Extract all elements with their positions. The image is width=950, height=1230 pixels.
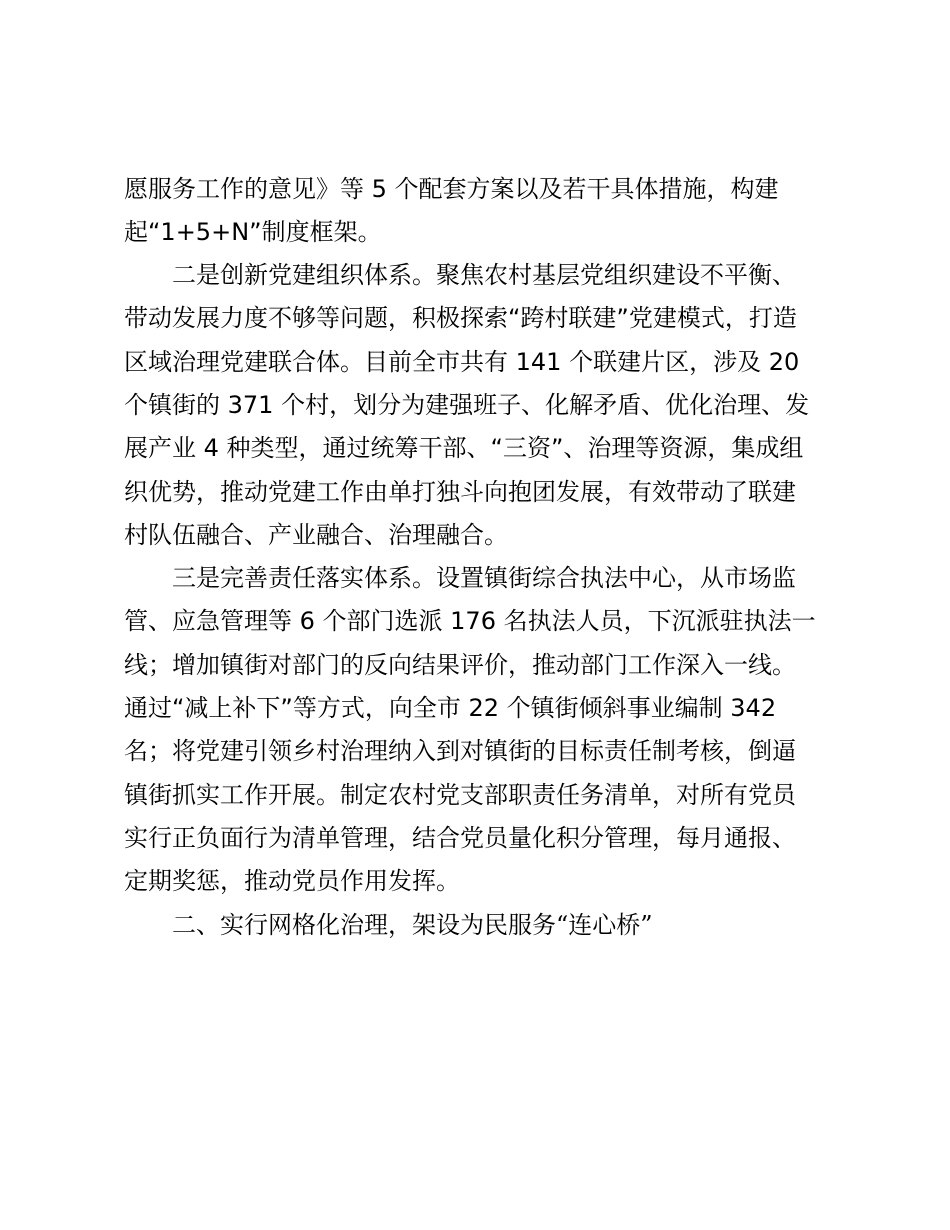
text-line: 织优势，推动党建工作由单打独斗向抱团发展，有效带动了联建	[124, 478, 796, 506]
text-line: 愿服务工作的意见》等 5 个配套方案以及若干具体措施，构建	[124, 175, 779, 203]
text-line: 个镇街的 371 个村，划分为建强班子、化解矛盾、优化治理、发	[124, 391, 810, 419]
text-line: 镇街抓实工作开展。制定农村党支部职责任务清单，对所有党员	[124, 781, 796, 809]
text-line: 村队伍融合、产业融合、治理融合。	[124, 521, 508, 549]
text-line: 带动发展力度不够等问题，积极探索“跨村联建”党建模式，打造	[124, 304, 797, 332]
paragraph-first-line: 二是创新党建组织体系。聚焦农村基层党组织建设不平衡、	[172, 261, 796, 289]
text-line: 通过“减上补下”等方式，向全市 22 个镇街倾斜事业编制 342	[124, 694, 777, 722]
text-line: 实行正负面行为清单管理，结合党员量化积分管理，每月通报、	[124, 824, 796, 852]
text-line: 展产业 4 种类型，通过统筹干部、“三资”、治理等资源，集成组	[124, 434, 804, 462]
text-line: 区域治理党建联合体。目前全市共有 141 个联建片区，涉及 20	[124, 348, 800, 376]
text-line: 管、应急管理等 6 个部门选派 176 名执法人员，下沉派驻执法一	[124, 607, 816, 635]
text-line: 名；将党建引领乡村治理纳入到对镇街的目标责任制考核，倒逼	[124, 737, 796, 765]
text-line: 起“1+5+N”制度框架。	[124, 218, 382, 246]
text-line: 线；增加镇街对部门的反向结果评价，推动部门工作深入一线。	[124, 651, 796, 679]
section-heading: 二、实行网格化治理，架设为民服务“连心桥”	[172, 911, 653, 939]
paragraph-first-line: 三是完善责任落实体系。设置镇街综合执法中心，从市场监	[172, 564, 796, 592]
text-line: 定期奖惩，推动党员作用发挥。	[124, 867, 460, 895]
